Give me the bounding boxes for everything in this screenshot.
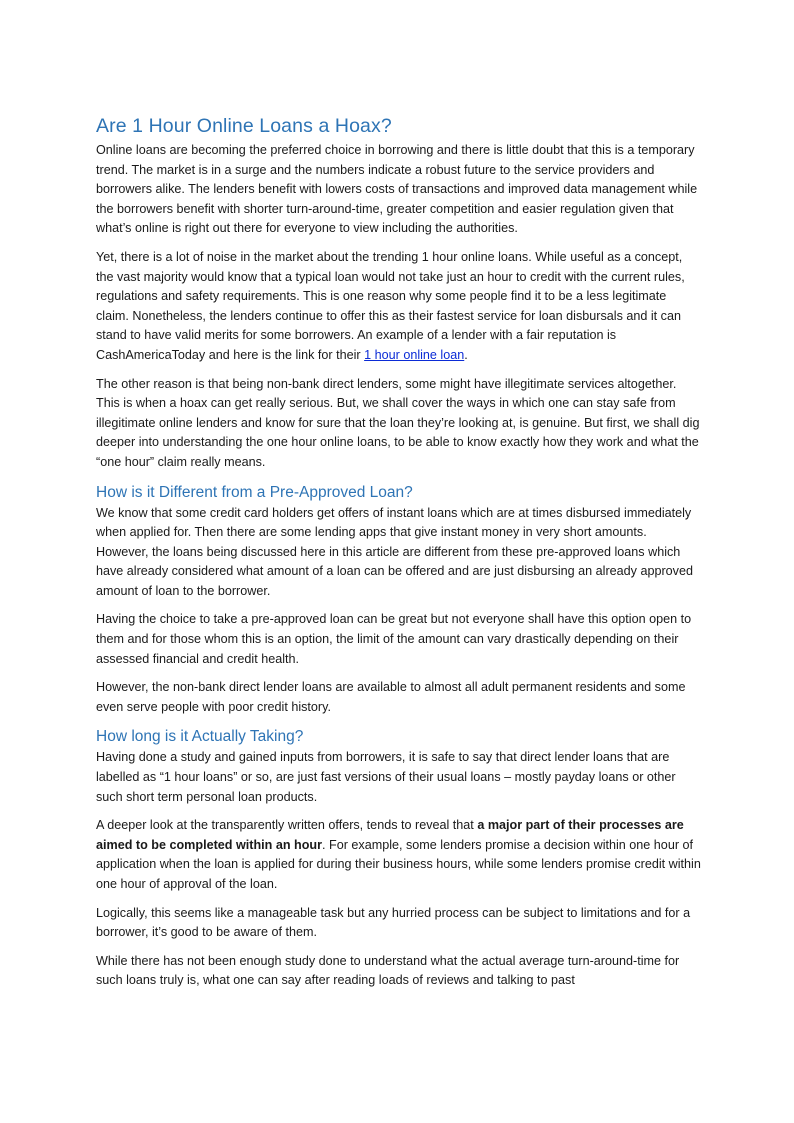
section2-paragraph-2 — [96, 816, 702, 894]
section1-paragraph-1: We know that some credit card holders get offers of instant loans which are at times disbursed immediately when applied for. Then there are some lending apps that give instant money in very short amounts. However, the loans being discussed here in this article are different from these pre-approved loans which have already considered what amount of a loan can be offered and are just disbursing an already approved amount of loan to the borrower. — [96, 505, 693, 598]
section-heading-how-long: How long is it Actually Taking? — [96, 728, 304, 746]
section2-bold-phrase: a major part of their processes are aimed to be completed within an hour — [96, 818, 684, 852]
intro-paragraph-1: Online loans are becoming the preferred choice in borrowing and there is little doubt that this is a temporary trend. The market is in a surge and the numbers indicate a robust future to the service providers and borrowers alike. The lenders benefit with lowers costs of transactions and improved data management while the borrowers benefit with shorter turn-around-time, greater competition and easier regulation given that what’s online is right out there for everyone to view including the authorities. — [96, 143, 698, 236]
intro-paragraph-2-text: Yet, there is a lot of noise in the market about the trending 1 hour online loans. While useful as a concept, the vast majority would know that a typical loan would not take just an hour to credit with the current rules, regulations and safety requirements. This is one reason why some people find it to be a less legitimate claim. Nonetheless, the lenders continue to offer this as their fastest service for loan disbursals and it can stand to have valid merits for some borrowers. An example of a lender with a fair reputation is CashAmericaToday and here is the link for their — [96, 249, 685, 362]
one-hour-online-loan-link[interactable]: 1 hour online loan — [364, 347, 465, 362]
intro-paragraph-2 — [96, 248, 702, 366]
article-title: Are 1 Hour Online Loans a Hoax? — [96, 115, 392, 137]
section1-paragraph-3: However, the non-bank direct lender loans are available to almost all adult permanent residents and some even serve people with poor credit history. — [96, 680, 686, 714]
section2-paragraph-2-text: A deeper look at the transparently written offers, tends to reveal that — [96, 818, 478, 833]
intro-paragraph-3: The other reason is that being non-bank direct lenders, some might have illegitimate services altogether. This is when a hoax can get really serious. But, we shall cover the ways in which one can stay safe from illegitimate online lenders and know for sure that the loan they’re looking at, is genuine. But first, we shall dig deeper into understanding the one hour online loans, to be able to know exactly how they work and what the “one hour” claim really means. — [96, 376, 700, 469]
section2-paragraph-3: Logically, this seems like a manageable task but any hurried process can be subject to limitations and for a borrower, it’s good to be aware of them. — [96, 905, 691, 940]
section2-paragraph-2-end: . For example, some lenders promise a decision within one hour of application when the loan is applied for during their business hours, while some lenders promise credit within one hour of approval of the loan. — [96, 837, 701, 891]
section1-paragraph-2: Having the choice to take a pre-approved loan can be great but not everyone shall have this option open to them and for those whom this is an option, the limit of the amount can vary drastically depending on their assessed financial and credit health. — [96, 612, 692, 666]
document-page — [96, 113, 702, 1000]
intro-paragraph-2-end: . — [464, 347, 468, 362]
section2-paragraph-4: While there has not been enough study done to understand what the actual average turn-around-time for such loans truly is, what one can say after reading loads of reviews and talking to past — [96, 953, 680, 988]
section2-paragraph-1: Having done a study and gained inputs from borrowers, it is safe to say that direct lender loans that are labelled as “1 hour loans” or so, are just fast versions of their usual loans – mostly payday loans or other such short term personal loan products. — [96, 750, 676, 804]
section-heading-pre-approved: How is it Different from a Pre-Approved Loan? — [96, 483, 413, 501]
